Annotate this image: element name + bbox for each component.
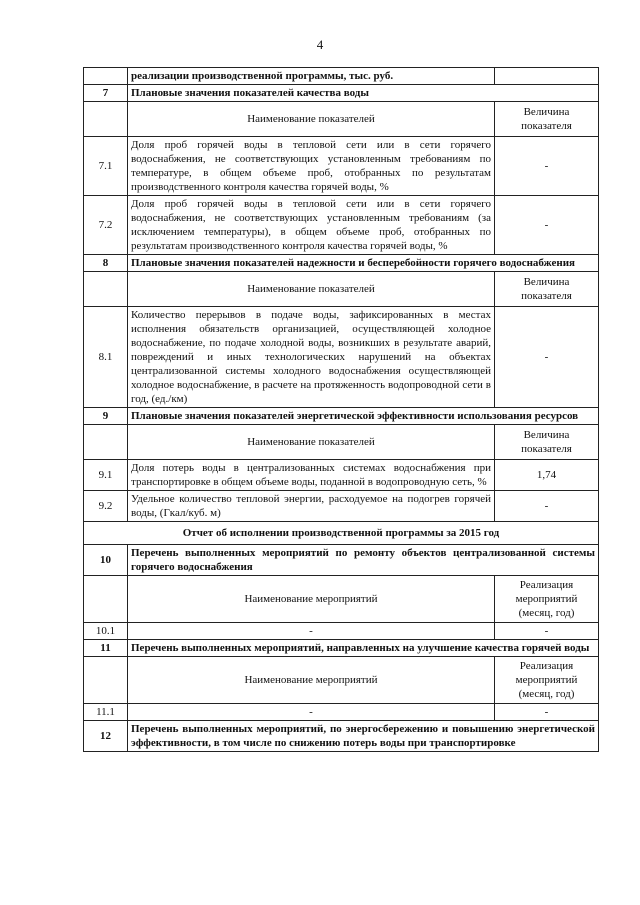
column-header-value: Реализация мероприятий (месяц, год) bbox=[495, 576, 599, 623]
row-number: 7.1 bbox=[84, 137, 128, 196]
row-value: - bbox=[495, 307, 599, 408]
section-header-row bbox=[84, 255, 599, 272]
section-number: 12 bbox=[84, 721, 128, 752]
row-number bbox=[84, 68, 128, 85]
row-number: 8.1 bbox=[84, 307, 128, 408]
column-header-name: Наименование показателей bbox=[128, 272, 495, 307]
section-title: Плановые значения показателей надежности и бесперебойности горячего водоснабжения bbox=[128, 255, 599, 272]
section-title: Перечень выполненных мероприятий, по энергосбережению и повышению энергетической эффективности, в том числе по снижению потерь воды при транспортировке bbox=[128, 721, 599, 752]
section-header-row bbox=[84, 545, 599, 576]
row-text: Доля проб горячей воды в тепловой сети или в сети горячего водоснабжения, не соответствующих установленным требованиям по температуре, в общем объеме проб, отобранных по результатам производственного контроля качества горячей воды, % bbox=[128, 137, 495, 196]
column-header-row bbox=[84, 425, 599, 460]
row-value bbox=[495, 68, 599, 85]
column-header-name: Наименование показателей bbox=[128, 425, 495, 460]
row-number: 11.1 bbox=[84, 704, 128, 721]
row-text: Доля проб горячей воды в тепловой сети или в сети горячего водоснабжения, не соответствующих установленным требованиям (за исключением температуры), в общем объеме проб, отобранных по результатам производственного контроля качества горячей воды, % bbox=[128, 196, 495, 255]
column-header-value: Величина показателя bbox=[495, 425, 599, 460]
row-number bbox=[84, 102, 128, 137]
column-header-name: Наименование показателей bbox=[128, 102, 495, 137]
section-number: 8 bbox=[84, 255, 128, 272]
table-row bbox=[84, 68, 599, 85]
row-number: 10.1 bbox=[84, 623, 128, 640]
section-number: 10 bbox=[84, 545, 128, 576]
row-number bbox=[84, 425, 128, 460]
column-header-row bbox=[84, 576, 599, 623]
row-number: 9.1 bbox=[84, 460, 128, 491]
table-row bbox=[84, 196, 599, 255]
row-value: 1,74 bbox=[495, 460, 599, 491]
row-value: - bbox=[495, 137, 599, 196]
row-value: - bbox=[495, 704, 599, 721]
report-title: Отчет об исполнении производственной программы за 2015 год bbox=[84, 522, 599, 545]
row-number bbox=[84, 272, 128, 307]
section-header-row bbox=[84, 408, 599, 425]
row-text: - bbox=[128, 623, 495, 640]
section-title: Плановые значения показателей энергетической эффективности использования ресурсов bbox=[128, 408, 599, 425]
section-header-row bbox=[84, 85, 599, 102]
table-row bbox=[84, 137, 599, 196]
row-text: Доля потерь воды в централизованных системах водоснабжения при транспортировке в общем объеме воды, поданной в водопроводную сеть, % bbox=[128, 460, 495, 491]
page-number: 4 bbox=[316, 37, 324, 52]
table-row bbox=[84, 704, 599, 721]
column-header-value: Величина показателя bbox=[495, 272, 599, 307]
section-title: Перечень выполненных мероприятий, направленных на улучшение качества горячей воды bbox=[128, 640, 599, 657]
row-text: Количество перерывов в подаче воды, зафиксированных в местах исполнения обязательств организацией, осуществляющей холодное водоснабжение, по подаче холодной воды, возникших в результате аварий, повреждений и иных технологических нарушений на объектах централизованной системы холодного водоснабжения осуществляющей холодное водоснабжение, в расчете на протяженность водопроводной сети в год, (ед./км) bbox=[128, 307, 495, 408]
section-header-row bbox=[84, 721, 599, 752]
row-value: - bbox=[495, 623, 599, 640]
row-number: 9.2 bbox=[84, 491, 128, 522]
row-text: - bbox=[128, 704, 495, 721]
section-title: реализации производственной программы, тыс. руб. bbox=[128, 68, 495, 85]
row-number: 7.2 bbox=[84, 196, 128, 255]
section-number: 11 bbox=[84, 640, 128, 657]
column-header-row bbox=[84, 657, 599, 704]
row-value: - bbox=[495, 196, 599, 255]
section-header-row bbox=[84, 640, 599, 657]
column-header-name: Наименование мероприятий bbox=[128, 576, 495, 623]
column-header-value: Величина показателя bbox=[495, 102, 599, 137]
table-row bbox=[84, 491, 599, 522]
row-text: Удельное количество тепловой энергии, расходуемое на подогрев горячей воды, (Гкал/куб. м) bbox=[128, 491, 495, 522]
column-header-value: Реализация мероприятий (месяц, год) bbox=[495, 657, 599, 704]
table-row bbox=[84, 307, 599, 408]
document-table bbox=[83, 67, 599, 752]
report-heading-row bbox=[84, 522, 599, 545]
row-number bbox=[84, 576, 128, 623]
row-value: - bbox=[495, 491, 599, 522]
column-header-name: Наименование мероприятий bbox=[128, 657, 495, 704]
table-row bbox=[84, 623, 599, 640]
column-header-row bbox=[84, 272, 599, 307]
column-header-row bbox=[84, 102, 599, 137]
section-number: 7 bbox=[84, 85, 128, 102]
section-title: Перечень выполненных мероприятий по ремонту объектов централизованной системы горячего водоснабжения bbox=[128, 545, 599, 576]
table-row bbox=[84, 460, 599, 491]
row-number bbox=[84, 657, 128, 704]
section-number: 9 bbox=[84, 408, 128, 425]
section-title: Плановые значения показателей качества воды bbox=[128, 85, 599, 102]
